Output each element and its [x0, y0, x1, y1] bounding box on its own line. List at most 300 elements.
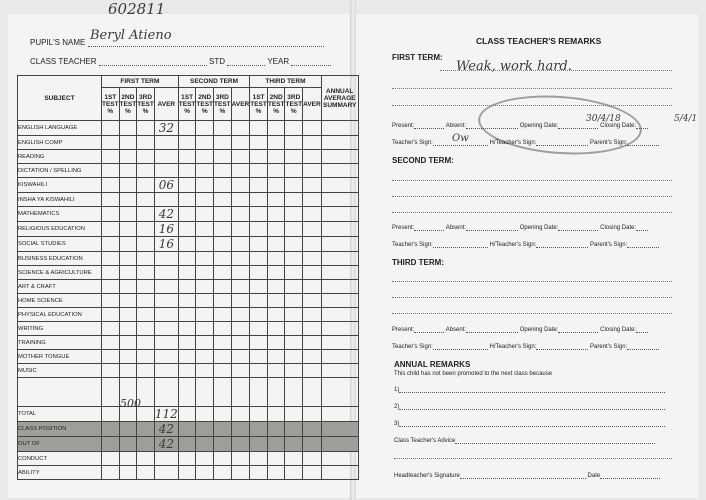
grade-cell — [267, 407, 285, 422]
grade-cell — [214, 437, 232, 452]
first-term-average: 112 — [154, 407, 178, 421]
grade-cell — [18, 378, 102, 407]
grade-cell — [231, 222, 250, 237]
grade-cell — [119, 322, 137, 336]
grade-cell — [178, 266, 196, 280]
grade-cell — [231, 164, 250, 178]
grade-cell — [119, 252, 137, 266]
pupil-name-handwritten: Beryl Atieno — [90, 28, 172, 43]
grade-cell — [137, 466, 155, 480]
grade-cell — [250, 237, 268, 252]
grade-cell — [303, 222, 322, 237]
table-row — [18, 237, 359, 252]
subject-name: ART & CRAFT — [18, 280, 102, 294]
grade-cell — [303, 207, 322, 222]
grade-cell — [267, 437, 285, 452]
grade-cell — [303, 164, 322, 178]
grade-cell — [214, 266, 232, 280]
grade-cell — [214, 207, 232, 222]
grade-cell — [137, 178, 155, 193]
grade-cell — [214, 237, 232, 252]
grade-cell — [137, 422, 155, 437]
grade-cell — [137, 252, 155, 266]
grade-cell — [214, 222, 232, 237]
grade-cell — [321, 266, 358, 280]
grade-cell — [250, 364, 268, 378]
grade-cell — [231, 207, 250, 222]
grade-cell — [231, 378, 250, 407]
grade-cell — [196, 308, 214, 322]
grade-cell — [250, 136, 268, 150]
grade-cell — [102, 193, 120, 207]
first-term-average — [154, 266, 178, 280]
grade-cell — [102, 294, 120, 308]
grade-cell — [250, 308, 268, 322]
grade-cell — [196, 280, 214, 294]
grade-cell — [250, 407, 268, 422]
grade-cell — [303, 437, 322, 452]
grade-cell — [119, 164, 137, 178]
grade-cell — [178, 407, 196, 422]
first-term-closing-date: 5/4/1 — [674, 114, 698, 124]
first-term-average — [154, 150, 178, 164]
first-term-average — [154, 322, 178, 336]
grade-cell — [321, 207, 358, 222]
grade-cell — [119, 452, 137, 466]
grade-cell — [267, 422, 285, 437]
grade-cell — [102, 252, 120, 266]
grade-cell — [267, 266, 285, 280]
pupil-name-label: PUPIL'S NAME — [30, 38, 86, 47]
grade-cell — [267, 452, 285, 466]
grade-cell — [303, 150, 322, 164]
second-term-sign-row: Teacher's Sign: H/Teacher's Sign: Parent's Sign: — [392, 241, 659, 248]
grade-cell — [231, 252, 250, 266]
grade-cell — [119, 308, 137, 322]
grade-cell — [303, 364, 322, 378]
grade-cell — [119, 364, 137, 378]
grade-cell — [119, 150, 137, 164]
grade-cell — [178, 178, 196, 193]
grade-cell — [119, 266, 137, 280]
grade-cell — [231, 150, 250, 164]
grade-cell — [119, 222, 137, 237]
grade-cell — [303, 136, 322, 150]
grade-cell — [267, 222, 285, 237]
grade-cell — [102, 207, 120, 222]
grade-cell — [102, 121, 120, 136]
grade-cell — [267, 280, 285, 294]
sub-col-header: AVER — [154, 88, 178, 121]
grade-cell — [321, 237, 358, 252]
table-row — [18, 364, 359, 378]
grade-cell — [321, 136, 358, 150]
subject-header: SUBJECT — [18, 76, 102, 121]
grade-cell — [178, 294, 196, 308]
second-term-header: SECOND TERM — [178, 76, 249, 88]
subject-name: READING — [18, 150, 102, 164]
grade-cell — [214, 336, 232, 350]
grade-cell — [285, 252, 303, 266]
out-of-note: 500 — [120, 397, 141, 410]
grade-cell — [214, 193, 232, 207]
sub-col-header: 1ST TEST % — [178, 88, 196, 121]
table-row — [18, 422, 359, 437]
grade-cell — [102, 350, 120, 364]
grade-cell — [196, 294, 214, 308]
grade-cell — [267, 178, 285, 193]
grade-cell — [250, 294, 268, 308]
grade-cell — [250, 350, 268, 364]
grade-cell — [231, 466, 250, 480]
first-term-remark: Weak, work hard. — [456, 59, 572, 74]
subject-name: KISWAHILI — [18, 178, 102, 193]
subject-name: SOCIAL STUDIES — [18, 237, 102, 252]
grade-cell — [119, 193, 137, 207]
grade-cell — [250, 150, 268, 164]
grade-cell — [137, 237, 155, 252]
subject-name: TOTAL — [18, 407, 102, 422]
subject-name: MUSIC — [18, 364, 102, 378]
grade-cell — [285, 407, 303, 422]
grade-cell — [231, 452, 250, 466]
grade-cell — [196, 322, 214, 336]
subject-name: WRITING — [18, 322, 102, 336]
table-row — [18, 407, 359, 422]
first-term-average — [154, 308, 178, 322]
grade-cell — [196, 178, 214, 193]
grade-cell — [102, 322, 120, 336]
table-row — [18, 266, 359, 280]
subject-name: ENGLISH LANGUAGE — [18, 121, 102, 136]
grade-cell — [321, 178, 358, 193]
grade-cell — [303, 422, 322, 437]
grade-cell — [231, 350, 250, 364]
grade-cell — [285, 336, 303, 350]
grade-cell — [178, 437, 196, 452]
annual-item-1: 1) — [394, 386, 665, 393]
grade-cell — [285, 207, 303, 222]
grade-cell — [102, 378, 120, 407]
grade-cell — [250, 437, 268, 452]
grade-cell — [303, 266, 322, 280]
subject-name: INSHA YA KISWAHILI — [18, 193, 102, 207]
grade-cell — [119, 237, 137, 252]
grade-cell — [178, 322, 196, 336]
grade-cell — [102, 266, 120, 280]
grade-cell — [137, 222, 155, 237]
table-row — [18, 150, 359, 164]
first-term-average — [154, 193, 178, 207]
class-teacher-field — [30, 57, 331, 66]
grade-cell — [137, 308, 155, 322]
grade-cell — [137, 150, 155, 164]
grade-cell — [102, 407, 120, 422]
subject-name: HOME SCIENCE — [18, 294, 102, 308]
grade-cell — [250, 322, 268, 336]
grade-cell — [250, 207, 268, 222]
subject-name: BUSINESS EDUCATION — [18, 252, 102, 266]
first-term-average: 42 — [154, 207, 178, 222]
grade-cell — [303, 308, 322, 322]
subject-name: CLASS POSITION — [18, 422, 102, 437]
grade-cell — [285, 364, 303, 378]
annual-remarks-label: ANNUAL REMARKS — [394, 360, 471, 369]
first-term-average — [154, 280, 178, 294]
grade-cell — [285, 178, 303, 193]
grade-cell — [196, 407, 214, 422]
sub-col-header: 1ST TEST % — [102, 88, 120, 121]
grade-cell — [178, 308, 196, 322]
grade-cell — [102, 280, 120, 294]
grade-cell — [102, 466, 120, 480]
grade-cell — [267, 322, 285, 336]
subject-name: SCIENCE & AGRICULTURE — [18, 266, 102, 280]
subject-name: ENGLISH COMP — [18, 136, 102, 150]
table-row — [18, 121, 359, 136]
first-term-sign-row: Teacher's Sign: H/Teacher's Sign: Parent's Sign: — [392, 139, 659, 146]
grade-cell — [196, 452, 214, 466]
second-term-label: SECOND TERM: — [392, 156, 454, 165]
subject-name: RELIGIOUS EDUCATION — [18, 222, 102, 237]
sub-col-header: AVER — [303, 88, 322, 121]
sub-col-header: 3RD TEST % — [137, 88, 155, 121]
second-term-attendance-row: Present: Absent: Opening Date: Closing Date: — [392, 224, 648, 231]
grade-cell — [178, 121, 196, 136]
grade-cell — [303, 178, 322, 193]
table-row — [18, 193, 359, 207]
grade-cell — [178, 364, 196, 378]
first-term-average — [154, 136, 178, 150]
grade-cell — [119, 294, 137, 308]
grade-cell — [214, 280, 232, 294]
grade-cell — [196, 193, 214, 207]
grade-cell — [321, 308, 358, 322]
grade-cell — [250, 452, 268, 466]
grade-cell — [214, 308, 232, 322]
first-term-average: 16 — [154, 237, 178, 252]
table-row — [18, 178, 359, 193]
first-term-label: FIRST TERM: — [392, 53, 443, 62]
grade-cell — [214, 422, 232, 437]
grade-cell — [321, 437, 358, 452]
grade-cell — [303, 121, 322, 136]
subject-name: MOTHER TONGUE — [18, 350, 102, 364]
grade-cell — [196, 466, 214, 480]
grade-cell — [285, 237, 303, 252]
grade-cell — [250, 422, 268, 437]
grade-cell — [102, 150, 120, 164]
grade-cell — [214, 294, 232, 308]
grade-cell — [196, 364, 214, 378]
subject-name: CONDUCT — [18, 452, 102, 466]
grade-cell — [102, 222, 120, 237]
grade-cell — [250, 193, 268, 207]
annual-item-2: 2) — [394, 403, 665, 410]
grade-cell — [196, 266, 214, 280]
first-term-average — [154, 364, 178, 378]
grade-cell — [267, 136, 285, 150]
grade-cell — [119, 437, 137, 452]
grade-cell — [196, 252, 214, 266]
table-row — [18, 207, 359, 222]
grade-cell — [137, 164, 155, 178]
grade-cell — [250, 252, 268, 266]
grade-cell — [119, 350, 137, 364]
grade-cell — [137, 437, 155, 452]
grade-cell — [214, 150, 232, 164]
grade-cell — [303, 452, 322, 466]
grade-cell — [267, 308, 285, 322]
grade-cell — [250, 121, 268, 136]
grade-cell — [137, 452, 155, 466]
grade-cell — [102, 422, 120, 437]
grade-cell — [214, 136, 232, 150]
grade-cell — [285, 437, 303, 452]
serial-number: 602811 — [108, 0, 166, 18]
grade-cell — [303, 466, 322, 480]
grade-cell — [178, 466, 196, 480]
first-term-average: 42 — [154, 437, 178, 452]
grade-cell — [250, 164, 268, 178]
grade-cell — [321, 252, 358, 266]
grade-cell — [214, 252, 232, 266]
grade-cell — [285, 136, 303, 150]
table-row — [18, 336, 359, 350]
grade-cell — [267, 294, 285, 308]
grade-cell — [137, 136, 155, 150]
grade-cell — [285, 378, 303, 407]
grade-cell — [102, 364, 120, 378]
grade-cell — [285, 266, 303, 280]
grade-cell — [285, 121, 303, 136]
grade-cell — [102, 237, 120, 252]
grade-cell — [137, 322, 155, 336]
grade-cell — [321, 121, 358, 136]
first-term-opening-date: 30/4/18 — [586, 114, 621, 124]
grade-cell — [178, 237, 196, 252]
grade-cell — [250, 222, 268, 237]
table-row — [18, 350, 359, 364]
grade-cell — [285, 422, 303, 437]
grade-cell — [321, 422, 358, 437]
table-row — [18, 322, 359, 336]
first-term-attendance-row: Present: Absent: Opening Date: Closing Date: — [392, 122, 648, 129]
grade-cell — [102, 136, 120, 150]
grade-cell — [231, 422, 250, 437]
grade-cell — [119, 207, 137, 222]
first-term-average — [154, 252, 178, 266]
grade-cell — [231, 121, 250, 136]
grade-cell — [196, 136, 214, 150]
teacher-advice-field: Class Teacher's Advice — [394, 437, 655, 444]
grade-cell — [178, 280, 196, 294]
subject-name: MATHEMATICS — [18, 207, 102, 222]
sub-col-header: 3RD TEST % — [214, 88, 232, 121]
third-term-header: THIRD TERM — [250, 76, 321, 88]
grade-cell — [231, 407, 250, 422]
grade-cell — [303, 322, 322, 336]
subject-name: PHYSICAL EDUCATION — [18, 308, 102, 322]
grade-cell — [250, 378, 268, 407]
sub-col-header: 3RD TEST % — [285, 88, 303, 121]
grade-cell — [285, 164, 303, 178]
third-term-label: THIRD TERM: — [392, 258, 444, 267]
grade-cell — [285, 193, 303, 207]
grade-cell — [178, 452, 196, 466]
subject-name: ABILITY — [18, 466, 102, 480]
annual-average-header: ANNUAL AVERAGE SUMMARY — [321, 76, 358, 121]
grade-cell — [321, 378, 358, 407]
grade-cell — [267, 164, 285, 178]
grade-cell — [214, 178, 232, 193]
grade-cell — [196, 150, 214, 164]
grade-cell — [119, 280, 137, 294]
grade-cell — [102, 336, 120, 350]
headteacher-signature-field: Headteacher's Signature Date — [394, 472, 660, 479]
grade-cell — [285, 222, 303, 237]
first-term-average — [154, 452, 178, 466]
grade-cell — [321, 280, 358, 294]
grade-cell — [214, 350, 232, 364]
grade-cell — [137, 294, 155, 308]
grade-cell — [196, 378, 214, 407]
grade-cell — [196, 422, 214, 437]
grade-cell — [196, 350, 214, 364]
grade-cell — [267, 252, 285, 266]
grade-cell — [137, 364, 155, 378]
subject-name: TRAINING — [18, 336, 102, 350]
grade-cell — [214, 378, 232, 407]
third-term-attendance-row: Present: Absent: Opening Date: Closing Date: — [392, 326, 648, 333]
grade-cell — [196, 437, 214, 452]
grade-cell — [102, 164, 120, 178]
grade-cell — [267, 350, 285, 364]
sub-col-header: AVER — [231, 88, 250, 121]
grade-cell — [250, 280, 268, 294]
grade-cell — [102, 452, 120, 466]
first-term-average — [154, 466, 178, 480]
grade-cell — [321, 466, 358, 480]
grade-cell — [250, 336, 268, 350]
table-row — [18, 164, 359, 178]
grade-cell — [321, 322, 358, 336]
grade-cell — [267, 466, 285, 480]
grade-cell — [231, 294, 250, 308]
class-teacher-label: CLASS TEACHER — [30, 57, 97, 66]
grade-cell — [119, 336, 137, 350]
grade-cell — [178, 422, 196, 437]
grade-cell — [214, 121, 232, 136]
table-row — [18, 452, 359, 466]
table-row — [18, 308, 359, 322]
grade-cell — [102, 437, 120, 452]
grade-cell — [102, 178, 120, 193]
grade-cell — [231, 193, 250, 207]
grade-cell — [102, 308, 120, 322]
grade-cell — [231, 336, 250, 350]
grade-cell — [214, 466, 232, 480]
first-term-average: 32 — [154, 121, 178, 136]
grade-cell — [321, 336, 358, 350]
grade-cell — [178, 164, 196, 178]
grade-cell — [137, 193, 155, 207]
grade-cell — [196, 164, 214, 178]
table-row — [18, 252, 359, 266]
grade-cell — [178, 193, 196, 207]
first-term-average — [154, 294, 178, 308]
grade-cell — [178, 150, 196, 164]
